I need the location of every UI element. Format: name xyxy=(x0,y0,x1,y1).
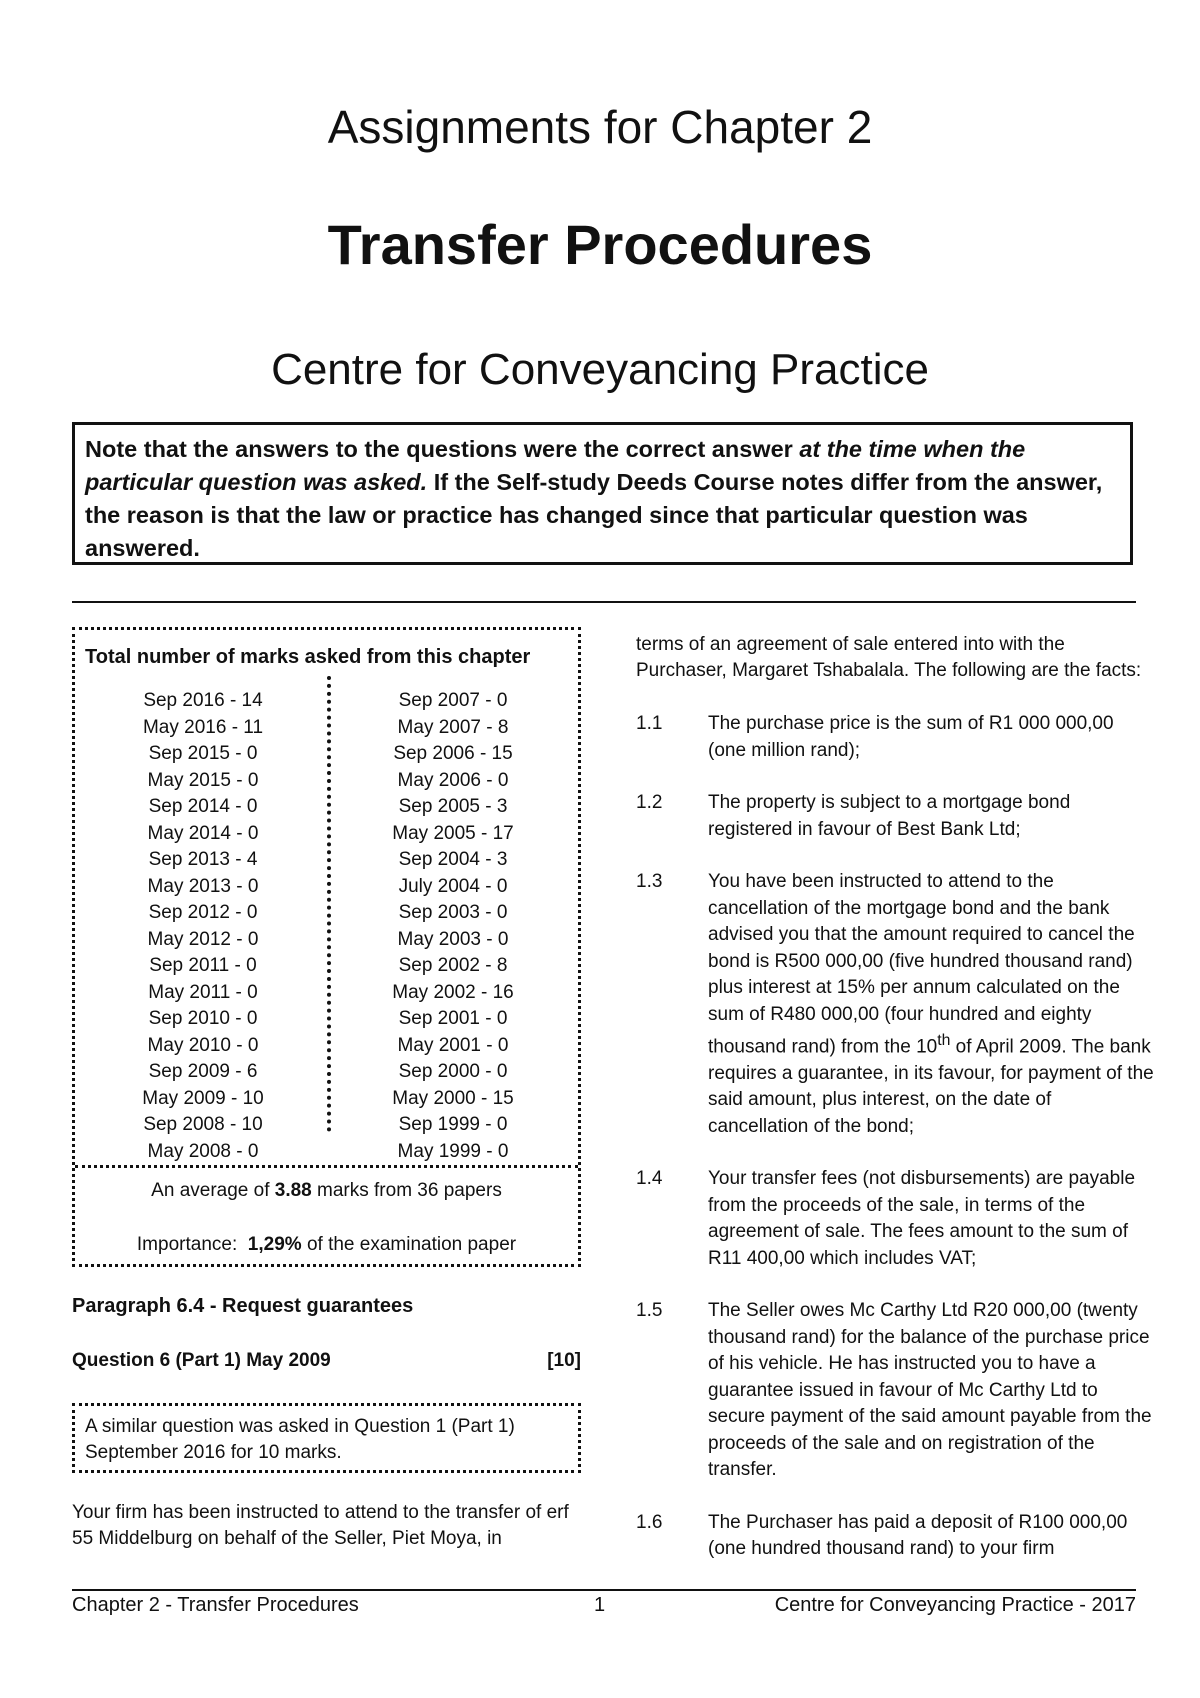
similar-question-note: A similar question was asked in Question 1 (Part 1) September 2016 for 10 marks. xyxy=(72,1403,581,1473)
fact-number: 1.5 xyxy=(636,1300,663,1322)
marks-entry: May 2011 - 0 xyxy=(148,981,258,1003)
note-text-part1: Note that the answers to the questions were the correct answer xyxy=(85,436,800,462)
paragraph-heading: Paragraph 6.4 - Request guarantees xyxy=(72,1295,414,1317)
importance-suffix: of the examination paper xyxy=(301,1234,517,1255)
marks-entry: May 2008 - 0 xyxy=(147,1140,259,1162)
fact-item xyxy=(636,790,1156,843)
fact-number: 1.1 xyxy=(636,713,663,734)
marks-entry: Sep 2005 - 3 xyxy=(398,796,508,817)
marks-entry: May 2010 - 0 xyxy=(147,1034,259,1056)
marks-entry: Sep 2015 - 0 xyxy=(148,743,258,764)
fact-number: 1.3 xyxy=(636,871,663,892)
question-label: Question 6 (Part 1) May 2009 xyxy=(72,1350,331,1371)
average-prefix: An average of xyxy=(151,1180,275,1201)
fact-item xyxy=(636,711,1156,764)
marks-entry: May 2007 - 8 xyxy=(397,716,509,738)
organisation-title: Centre for Conveyancing Practice xyxy=(271,345,929,394)
fact-text: The Seller owes Mc Carthy Ltd R20 000,00 (twenty thousand rand) for the balance of the purchase price of his vehicle. He has instructed you to have a guarantee issued in favour of Mc Carthy Ltd to secure payment of the said amount payable from the proceeds of the sale and on registration of the transfer. xyxy=(708,1300,1152,1481)
marks-entry: July 2004 - 0 xyxy=(398,875,508,897)
question-intro: Your firm has been instructed to attend to the transfer of erf 55 Middelburg on behalf of the Seller, Piet Moya, in xyxy=(72,1502,569,1549)
marks-entry: May 2003 - 0 xyxy=(397,928,509,950)
marks-entry: Sep 1999 - 0 xyxy=(398,1114,508,1135)
marks-entry: May 2000 - 15 xyxy=(392,1087,514,1109)
fact-text: The purchase price is the sum of R1 000 000,00 (one million rand); xyxy=(708,713,1114,761)
marks-entry: May 2014 - 0 xyxy=(147,822,259,844)
marks-entry: May 2012 - 0 xyxy=(147,928,259,950)
marks-entry: May 2006 - 0 xyxy=(397,769,509,791)
section-divider xyxy=(72,601,1136,603)
importance-prefix: Importance: xyxy=(136,1234,248,1255)
average-value: 3.88 xyxy=(274,1180,312,1201)
marks-entry: Sep 2007 - 0 xyxy=(398,690,508,711)
marks-average xyxy=(75,1180,578,1202)
fact-text-after: of April 2009. The bank requires a guarantee, in its favour, for payment of the said amount, plus interest, on the date of cancellation of the bond; xyxy=(708,1036,1154,1137)
answer-disclaimer-note xyxy=(72,422,1133,565)
marks-entry: Sep 2008 - 10 xyxy=(143,1114,263,1135)
marks-separator xyxy=(75,1165,578,1168)
fact-item xyxy=(636,1166,1156,1272)
importance-value: 1,29% xyxy=(247,1234,302,1255)
question-intro-continued: terms of an agreement of sale entered into with the Purchaser, Margaret Tshabalala. The following are the facts: xyxy=(636,634,1142,681)
marks-entry: Sep 2001 - 0 xyxy=(398,1008,508,1029)
marks-entry: Sep 2009 - 6 xyxy=(148,1061,258,1082)
footer-chapter: Chapter 2 - Transfer Procedures xyxy=(72,1594,359,1616)
footer-divider xyxy=(72,1589,1136,1591)
assignment-title: Assignments for Chapter 2 xyxy=(327,101,873,153)
marks-entry: May 1999 - 0 xyxy=(397,1140,509,1162)
marks-entry: Sep 2016 - 14 xyxy=(143,690,263,711)
ordinal-suffix: th xyxy=(937,1032,951,1049)
marks-entry: May 2016 - 11 xyxy=(142,716,264,738)
marks-entry: May 2015 - 0 xyxy=(147,769,259,791)
question-marks: [10] xyxy=(547,1350,581,1371)
marks-entry: Sep 2012 - 0 xyxy=(148,902,258,923)
marks-column-divider xyxy=(327,676,331,1132)
note-emphasis: at the time when the particular question was asked. xyxy=(85,436,1026,495)
marks-entry: Sep 2003 - 0 xyxy=(398,902,508,923)
fact-item xyxy=(636,1510,1156,1563)
question-heading xyxy=(72,1350,581,1372)
marks-importance xyxy=(75,1234,578,1256)
fact-number: 1.4 xyxy=(636,1168,663,1190)
fact-text: The property is subject to a mortgage bond registered in favour of Best Bank Ltd; xyxy=(708,792,1071,840)
fact-number: 1.2 xyxy=(636,792,663,813)
facts-list xyxy=(636,711,1156,1589)
marks-entry: Sep 2010 - 0 xyxy=(148,1008,258,1029)
marks-entry: Sep 2002 - 8 xyxy=(398,955,508,976)
fact-item xyxy=(636,869,1156,1140)
marks-column-left xyxy=(83,688,323,1165)
fact-text-before: You have been instructed to attend to the cancellation of the mortgage bond and the bank advised you that the amount required to cancel the bond is R500 000,00 (five hundred thousand rand) plus interest at 15% per annum calculated on the sum of R480 000,00 (four hundred and eighty thousand rand) from the 10 xyxy=(708,871,1135,1058)
average-suffix: marks from 36 papers xyxy=(311,1180,502,1201)
marks-entry: May 2013 - 0 xyxy=(147,875,259,897)
fact-number: 1.6 xyxy=(636,1511,663,1533)
fact-text: Your transfer fees (not disbursements) are payable from the proceeds of the sale, in terms of the agreement of sale. The fees amount to the sum of R11 400,00 which includes VAT; xyxy=(708,1168,1136,1269)
fact-item xyxy=(636,1298,1156,1484)
chapter-title: Transfer Procedures xyxy=(327,213,873,276)
footer-organisation: Centre for Conveyancing Practice - 2017 xyxy=(774,1594,1136,1616)
footer-page-number: 1 xyxy=(594,1594,606,1616)
marks-entry: May 2001 - 0 xyxy=(397,1034,509,1056)
marks-entry: Sep 2004 - 3 xyxy=(398,849,508,870)
note-text-part2: If the Self-study Deeds Course notes differ from the answer, the reason is that the law or practice has changed since that particular question was answered. xyxy=(85,469,1103,561)
marks-entry: May 2009 - 10 xyxy=(142,1087,264,1109)
marks-entry: Sep 2014 - 0 xyxy=(148,796,258,817)
marks-heading: Total number of marks asked from this chapter xyxy=(85,646,531,668)
marks-entry: Sep 2000 - 0 xyxy=(398,1061,508,1082)
marks-entry: May 2005 - 17 xyxy=(392,822,514,844)
marks-summary-box xyxy=(72,627,581,1267)
marks-entry: May 2002 - 16 xyxy=(392,981,514,1003)
marks-column-right xyxy=(333,688,573,1165)
marks-entry: Sep 2011 - 0 xyxy=(149,955,257,976)
fact-text xyxy=(708,869,1156,1140)
fact-text: The Purchaser has paid a deposit of R100 000,00 (one hundred thousand rand) to your firm xyxy=(708,1511,1128,1560)
marks-entry: Sep 2013 - 4 xyxy=(148,849,258,870)
marks-entry: Sep 2006 - 15 xyxy=(393,743,513,764)
